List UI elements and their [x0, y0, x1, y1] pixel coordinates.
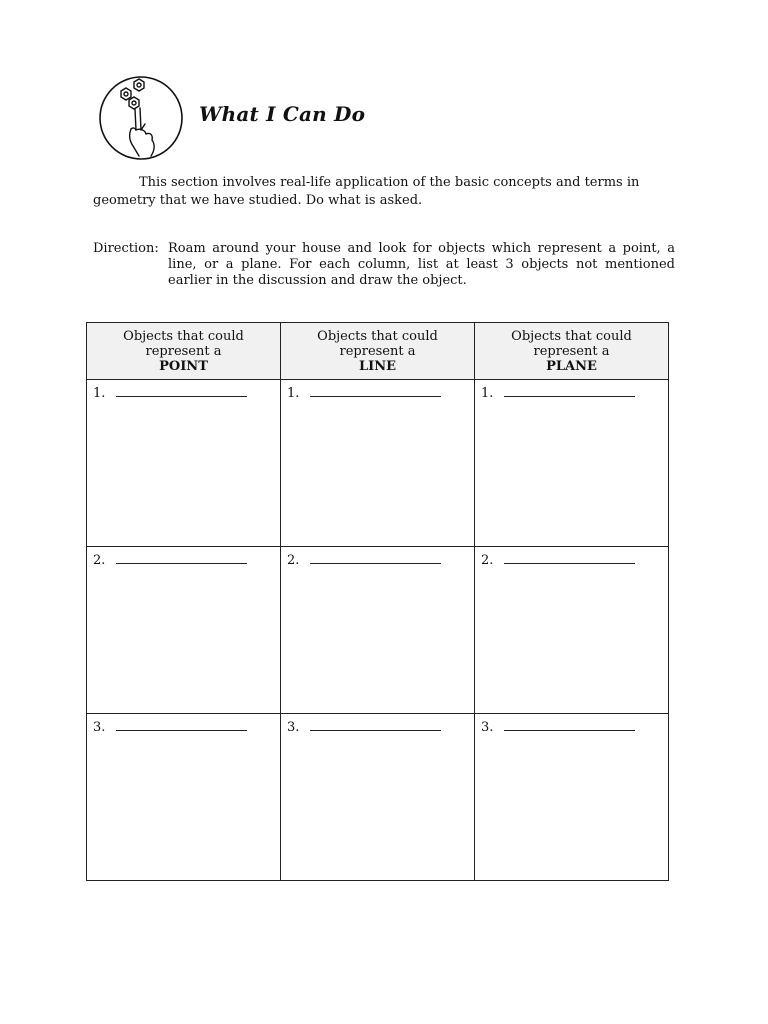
header-line2: represent a [145, 343, 222, 359]
answer-blank[interactable] [310, 720, 441, 731]
answer-blank[interactable] [310, 553, 441, 564]
plane-cell [475, 714, 669, 881]
item-number: 3. [93, 720, 106, 735]
table-row [87, 380, 669, 547]
point-cell [87, 380, 281, 547]
table-row [87, 714, 669, 881]
answer-blank[interactable] [116, 553, 247, 564]
item-number: 2. [481, 553, 494, 568]
header-line [281, 323, 475, 380]
item-number: 2. [287, 553, 300, 568]
point-cell [87, 547, 281, 714]
table-row [87, 547, 669, 714]
item-number: 3. [287, 720, 300, 735]
header-keyword: POINT [159, 358, 208, 374]
objects-table [86, 322, 669, 881]
item-number: 3. [481, 720, 494, 735]
item-number: 1. [481, 386, 494, 401]
header-point [87, 323, 281, 380]
answer-blank[interactable] [116, 386, 247, 397]
line-cell [281, 380, 475, 547]
hand-holding-gears-icon [95, 74, 185, 160]
header-keyword: PLANE [546, 358, 597, 374]
header-line2: represent a [339, 343, 416, 359]
answer-blank[interactable] [504, 386, 635, 397]
header-plane [475, 323, 669, 380]
answer-blank[interactable] [310, 386, 441, 397]
header-line1: Objects that could [123, 328, 244, 344]
header-line2: represent a [533, 343, 610, 359]
answer-blank[interactable] [504, 720, 635, 731]
header-keyword: LINE [358, 358, 396, 374]
answer-blank[interactable] [116, 720, 247, 731]
line-cell [281, 714, 475, 881]
plane-cell [475, 380, 669, 547]
direction-text: Roam around your house and look for objects which represent a point, a line, or a plane. For each column, list at least 3 objects not mentioned earlier in the discussion and draw the object. [168, 241, 675, 288]
table-header-row [87, 323, 669, 380]
line-cell [281, 547, 475, 714]
item-number: 2. [93, 553, 106, 568]
header-line1: Objects that could [317, 328, 438, 344]
direction-block [93, 241, 675, 289]
section-title: What I Can Do [199, 102, 366, 126]
item-number: 1. [93, 386, 106, 401]
point-cell [87, 714, 281, 881]
answer-blank[interactable] [504, 553, 635, 564]
header-line1: Objects that could [511, 328, 632, 344]
plane-cell [475, 547, 669, 714]
intro-paragraph: This section involves real-life application of the basic concepts and terms in geometry that we have studied. Do what is asked. [93, 175, 640, 208]
item-number: 1. [287, 386, 300, 401]
direction-label: Direction: [93, 241, 159, 256]
